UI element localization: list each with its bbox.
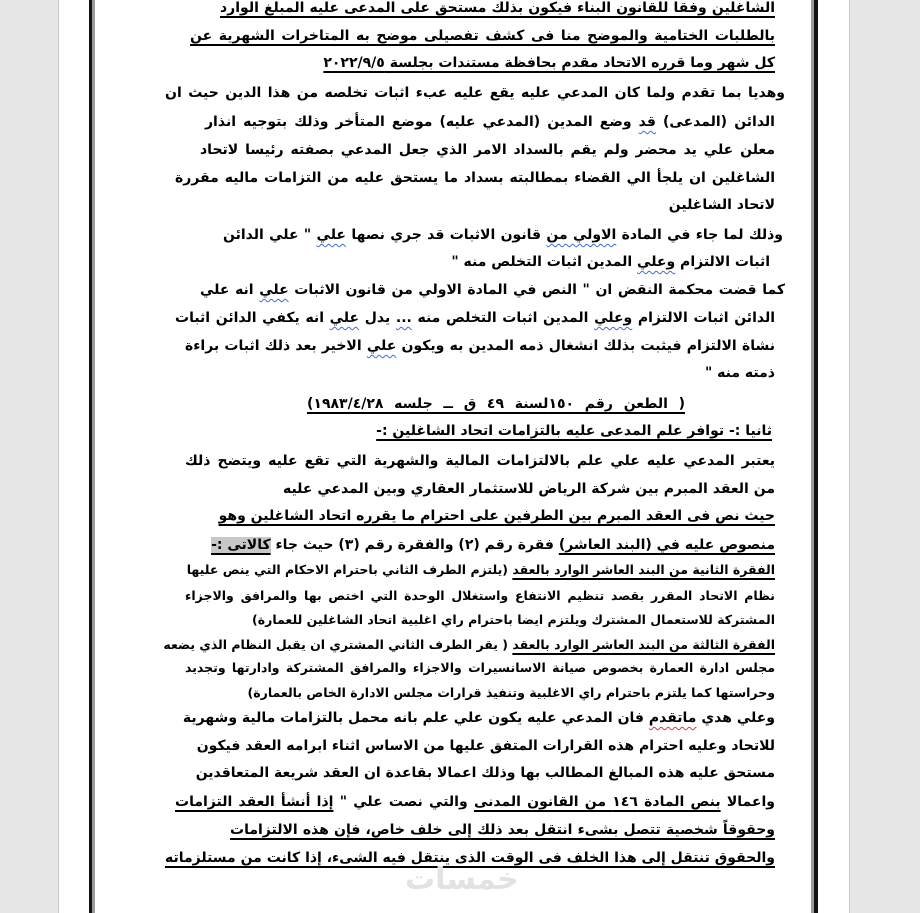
text: الشاغلين ان يلجأ الي القضاء بمطالبته بسداد ما يستحق عليه من التزامات ماليه مقررة — [175, 170, 775, 186]
text: الدائن اثبات الالتزام — [632, 310, 776, 326]
text-line — [230, 818, 775, 842]
text-line — [185, 449, 775, 473]
text-line — [175, 790, 775, 814]
text: ذمته منه " — [705, 365, 775, 381]
text-line — [196, 734, 775, 758]
text-line — [195, 761, 775, 785]
text: قانون الاثبات قد جري نصها — [345, 227, 547, 243]
underlined-text: ثانيا :- توافر علم المدعى عليه بالتزامات اتحاد الشاغلين :- — [376, 423, 772, 439]
text: يدل — [359, 310, 396, 326]
text-line — [165, 681, 775, 705]
grammar-flag[interactable]: ... — [395, 310, 412, 326]
text: " علي الدائن — [223, 227, 317, 243]
text-line — [186, 558, 775, 582]
text: وحراستها كما يلتزم باحترام راي الاغلبية وتنفيذ قرارات مجلس الادارة الخاص بالعمارة) — [247, 685, 775, 700]
text: وضع المدين (المدعي عليه) موضع المتأخر وذلك بتوجيه انذار — [205, 114, 639, 130]
text: نشاة الالتزام فيثبت بذلك انشغال ذمه المدين به ويكون — [396, 338, 775, 354]
text-line — [165, 361, 775, 385]
spelling-flag[interactable]: ماتقدم — [648, 710, 697, 726]
grammar-flag[interactable]: وعلي — [594, 310, 633, 326]
text-line — [175, 166, 775, 190]
watermark-logo: خمسات — [405, 862, 519, 897]
text-line — [182, 706, 775, 730]
grammar-flag[interactable]: وعلي — [637, 254, 676, 270]
text-line — [220, 0, 775, 20]
section-heading — [162, 419, 772, 443]
text-line — [165, 81, 785, 105]
text-line — [160, 250, 770, 274]
right-margin — [818, 0, 850, 913]
underlined-text: بنص المادة ١٤٦ من القانون المدنى — [473, 794, 721, 810]
text-line — [200, 278, 785, 302]
text: واعمالا — [720, 794, 776, 810]
text: الدائن (المدعى) — [655, 114, 775, 130]
underlined-text: بالطلبات الختامية والموضح منا فى كشف تفصيلى موضح به المتاخرات الشهرية عن — [190, 28, 775, 44]
court-ruling-citation — [307, 392, 685, 416]
text: والتي نصت علي " — [333, 794, 474, 810]
text: كما قضت محكمة النقض ان " النص في المادة الاولي من قانون الاثبات — [288, 282, 785, 298]
text-line — [165, 193, 775, 217]
text: الاخير بعد ذلك اثبات براءة — [185, 338, 367, 354]
text-line — [223, 223, 783, 247]
text: وهديا بما تقدم ولما كان المدعي عليه يقع عليه عبء اثبات تخلصه من هذا الدين حيث ان — [165, 85, 785, 101]
underlined-text: الفقرة الثانية من البند العاشر الوارد بالعقد — [512, 562, 775, 577]
underlined-text: ( الطعن رقم ١٥٠لسنة ٤٩ ق ــ جلسه ١٩٨٣/٤/٢٨) — [307, 396, 685, 412]
text: وعلي هدي — [696, 710, 775, 726]
text: المشتركة للاستعمال المشترك ويلتزم ايضا باحترام راي اغلبية اتحاد الشاغلين للعمارة) — [252, 612, 775, 627]
left-margin — [58, 0, 90, 913]
underlined-text: إذا أنشأ العقد التزامات — [175, 794, 334, 810]
text: للاتحاد وعليه احترام هذه القرارات المتفق عليها من الاساس اثناء ابرامه العقد فيكون — [196, 738, 775, 754]
grammar-flag[interactable]: الاولي من — [546, 227, 617, 243]
grammar-flag[interactable]: علي — [366, 338, 397, 354]
text: وذلك لما جاء في المادة — [616, 227, 784, 243]
highlighted-text[interactable]: كالاتى :- — [211, 537, 271, 553]
text-line — [218, 504, 775, 528]
text: يعتبر المدعي عليه علي علم بالالتزامات المالية والشهرية التي تقع عليه ويتضح ذلك — [185, 453, 775, 469]
grammar-flag[interactable]: علي — [329, 310, 360, 326]
text-line — [205, 110, 775, 134]
text-line — [163, 633, 775, 657]
underlined-text: منصوص عليه في (البند العاشر) — [558, 537, 775, 553]
text: المدين اثبات التخلص منه " — [451, 254, 638, 270]
grammar-flag[interactable]: علي — [316, 227, 346, 243]
text-line — [165, 608, 775, 632]
text-line — [185, 656, 775, 680]
text-line — [200, 138, 775, 162]
text: انه يكفي الدائن اثبات — [175, 310, 330, 326]
underlined-text: وحقوقاً شخصية تتصل بشىء انتقل بعد ذلك إلى خلف خاص، فإن هذه الالتزامات — [230, 822, 775, 838]
text-line — [165, 51, 775, 75]
text-line — [185, 334, 775, 358]
text-line — [165, 477, 775, 501]
text: ( يقر الطرف الثاني المشتري ان يقبل النظام الذي يضعه — [163, 637, 513, 652]
text: من العقد المبرم بين شركة الرياض للاستثمار العقاري وبين المدعي عليه — [282, 481, 775, 497]
text-line — [175, 306, 775, 330]
text: مستحق عليه هذه المبالغ المطالب بها وذلك اعمالا بقاعدة ان العقد شريعة المتعاقدين — [195, 765, 775, 781]
text: اثبات الالتزام — [675, 254, 770, 270]
grammar-flag[interactable]: علي — [259, 282, 289, 298]
text: معلن علي يد محضر ولم يقم بالسداد الامر الذي جعل المدعي بصفته رئيسا لاتحاد — [200, 142, 775, 158]
underlined-text: الفقرة الثالثة من البند العاشر الوارد بالعقد — [512, 637, 775, 652]
text: نظام الاتحاد المقرر بقصد تنظيم الانتفاع واستغلال الوحدة التي اختص بها والمرافق والاجزاء — [185, 588, 775, 603]
page-edge-right — [814, 0, 818, 913]
text: انه علي — [200, 282, 260, 298]
text: فقرة رقم (٢) والفقرة رقم (٣) حيث جاء — [270, 537, 559, 553]
underlined-text: الشاغلين وفقا للقانون البناء فيكون بذلك مستحق على المدعى عليه المبلغ الوارد — [220, 0, 775, 16]
text-line — [211, 533, 775, 557]
text-line — [185, 584, 775, 608]
underlined-text: والحقوق تنتقل إلى هذا الخلف فى الوقت الذى ينتقل فيه الشىء، إذا كانت من مستلزماته — [164, 850, 775, 866]
text: المدين اثبات التخلص منه — [411, 310, 595, 326]
underlined-text: حيث نص فى العقد المبرم بين الطرفين على احترام ما يقرره اتحاد الشاغلين وهو — [218, 508, 775, 524]
text-line — [190, 24, 775, 48]
text: فان المدعي عليه يكون علي علم بانه محمل بالتزامات مالية وشهرية — [182, 710, 649, 726]
text: لاتحاد الشاغلين — [668, 197, 775, 213]
underlined-text: كل شهر وما قرره الاتحاد مقدم بحافظة مستندات بجلسة ٢٠٢٢/٩/٥ — [323, 55, 775, 71]
text: (يلتزم الطرف الثاني باحترام الاحكام التي ينص عليها — [186, 562, 513, 577]
text: مجلس ادارة العمارة بخصوص صيانة الاسانسيرات والاجزاء والمرافق المشتركة وادارتها وتجديد — [185, 660, 775, 675]
grammar-flag[interactable]: قد — [638, 114, 656, 130]
